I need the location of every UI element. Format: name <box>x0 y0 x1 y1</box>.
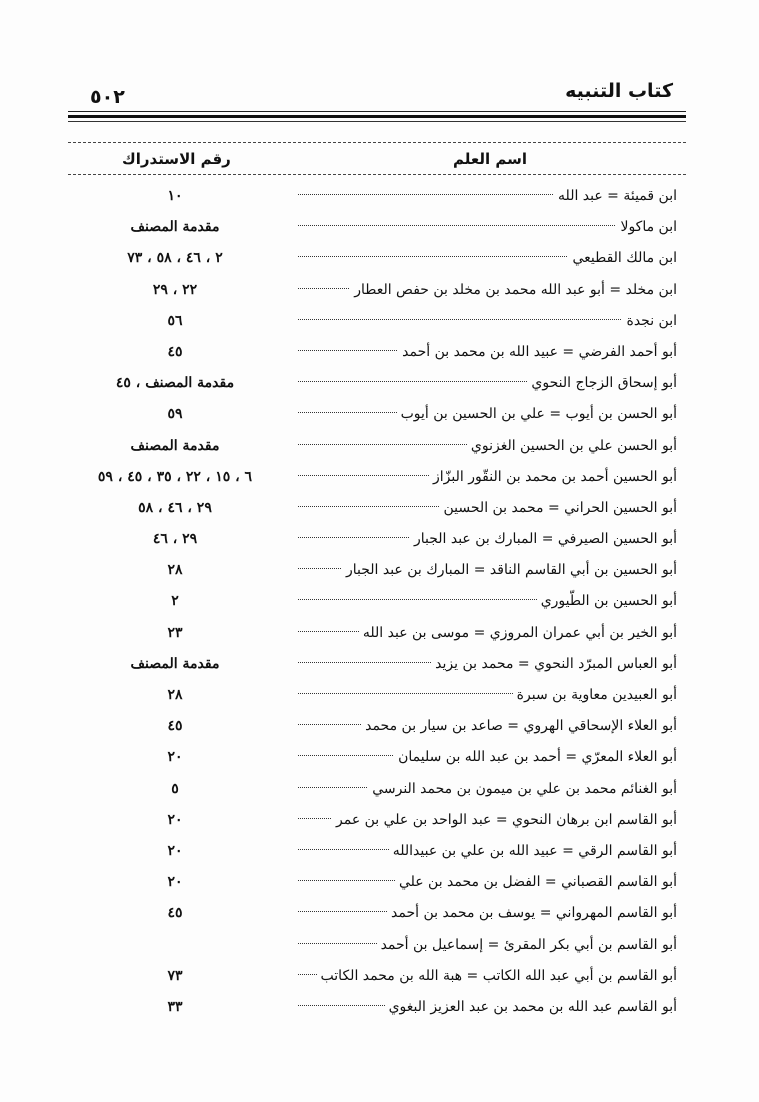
column-header-name: اسم العلم <box>452 150 527 168</box>
table-header-dashed-rule <box>68 174 686 175</box>
index-entry-row <box>0 280 759 311</box>
entry-name: أبو العبيدين معاوية بن سبرة <box>513 687 677 703</box>
page-number: ٥٠٢ <box>90 86 125 108</box>
entry-name: أبو الحسين بن أبي القاسم الناقد = المبارك بن عبد الجبار <box>342 562 677 578</box>
entry-reference: ٢٩ ، ٤٦ <box>152 531 198 548</box>
index-entry-row <box>0 841 759 872</box>
entry-reference: ٢٨ <box>167 687 183 703</box>
entry-reference: ٦ ، ١٥ ، ٢٢ ، ٣٥ ، ٤٥ ، ٥٩ <box>97 468 253 485</box>
entry-name: أبو الحسن علي بن الحسين الغزنوي <box>467 438 677 454</box>
index-entry-row <box>0 498 759 529</box>
index-entry-row <box>0 248 759 279</box>
entry-reference: ٢٠ <box>167 811 183 828</box>
entry-name: أبو القاسم الرقي = عبيد الله بن علي بن عبيدالله <box>389 843 677 859</box>
entry-name: أبو القاسم عبد الله بن محمد بن عبد العزيز البغوي <box>385 999 677 1015</box>
entry-name: أبو القاسم القصباني = الفضل بن محمد بن علي <box>395 874 677 890</box>
index-entry-row <box>0 685 759 716</box>
entry-reference: ١٠ <box>167 188 183 204</box>
entry-name: أبو العلاء المعرّي = أحمد بن عبد الله بن سليمان <box>394 749 677 765</box>
index-entry-row <box>0 747 759 778</box>
entry-reference: ٧٣ <box>167 967 183 984</box>
index-entry-row <box>0 560 759 591</box>
entry-name: أبو إسحاق الزجاج النحوي <box>527 375 677 391</box>
entry-name: أبو أحمد الفرضي = عبيد الله بن محمد بن أحمد <box>398 344 677 360</box>
entry-name: أبو القاسم بن أبي عبد الله الكاتب = هبة الله بن محمد الكاتب <box>317 968 677 984</box>
entry-reference: ٤٥ <box>167 905 183 922</box>
index-entry-row <box>0 966 759 997</box>
running-head-title: كتاب التنبيه <box>565 80 673 102</box>
entry-name: ابن ماكولا <box>616 219 677 235</box>
index-entry-row <box>0 903 759 934</box>
entry-reference: مقدمة المصنف ، ٤٥ <box>115 375 235 392</box>
index-entry-row <box>0 997 759 1028</box>
index-entry-row <box>0 404 759 435</box>
entry-name: ابن مخلد = أبو عبد الله محمد بن مخلد بن حفص العطار <box>350 282 677 298</box>
dot-leader <box>298 319 677 320</box>
entry-name: أبو الغنائم محمد بن علي بن ميمون بن محمد النرسي <box>368 781 677 797</box>
entry-name: أبو الخير بن أبي عمران المروزي = موسى بن عبد الله <box>359 625 677 641</box>
entry-reference: مقدمة المصنف <box>130 219 220 236</box>
index-entry-row <box>0 186 759 217</box>
entry-reference: ٢٠ <box>167 749 183 766</box>
entry-reference: ٢٩ ، ٤٦ ، ٥٨ <box>138 499 212 516</box>
entry-name: أبو الحسين الصيرفي = المبارك بن عبد الجبار <box>410 531 677 547</box>
index-entry-row <box>0 623 759 654</box>
entry-reference: ٥٩ <box>167 406 183 423</box>
entry-reference: مقدمة المصنف <box>130 437 220 454</box>
header-rule-thick <box>68 115 686 118</box>
entry-reference: ٢٠ <box>167 874 183 891</box>
entry-name: أبو القاسم بن أبي بكر المقرئ = إسماعيل بن أحمد <box>377 937 677 953</box>
index-entry-row <box>0 311 759 342</box>
entry-reference: ٤٥ <box>167 718 183 735</box>
entry-name: ابن نجدة <box>622 313 677 329</box>
entry-reference: ٢ ، ٤٦ ، ٥٨ ، ٧٣ <box>127 250 223 267</box>
entry-name: أبو العلاء الإسحاقي الهروي = صاعد بن سيار بن محمد <box>361 718 677 734</box>
entry-reference: ٥ <box>171 780 179 797</box>
index-entry-row <box>0 467 759 498</box>
entry-name: أبو القاسم ابن برهان النحوي = عبد الواحد بن علي بن عمر <box>332 812 677 828</box>
header-rule-thin <box>68 111 686 112</box>
entry-name: أبو القاسم المهرواني = يوسف بن محمد بن أحمد <box>387 905 677 921</box>
index-entry-row <box>0 872 759 903</box>
entry-name: أبو الحسين الحراني = محمد بن الحسين <box>440 500 677 516</box>
entry-reference: ٢٢ ، ٢٩ <box>152 281 198 298</box>
entry-name: أبو الحسين أحمد بن محمد بن النقّور البزّاز <box>429 469 677 485</box>
index-entry-row <box>0 716 759 747</box>
index-entry-row <box>0 654 759 685</box>
index-entry-row <box>0 810 759 841</box>
table-top-dashed-rule <box>68 142 686 143</box>
index-entry-row <box>0 436 759 467</box>
entry-name: ابن قميئة = عبد الله <box>554 188 677 204</box>
entry-reference: ٥٦ <box>167 312 183 329</box>
index-entry-row <box>0 529 759 560</box>
entry-reference: ٢٨ <box>167 562 183 579</box>
entry-reference: ٢٠ <box>167 842 183 859</box>
entry-name: أبو العباس المبرّد النحوي = محمد بن يزيد <box>431 656 677 672</box>
index-entry-row <box>0 373 759 404</box>
header-rule-bottom <box>68 121 686 122</box>
entry-reference: مقدمة المصنف <box>130 655 220 672</box>
index-entry-row <box>0 342 759 373</box>
index-entry-row <box>0 779 759 810</box>
entry-reference: ٢ <box>171 593 179 610</box>
entry-name: أبو الحسين بن الطّيوري <box>537 593 677 609</box>
entry-name: ابن مالك القطيعي <box>568 250 677 266</box>
column-header-reference: رقم الاستدراك <box>122 150 231 168</box>
entry-reference: ٢٣ <box>167 624 183 641</box>
index-entry-row <box>0 935 759 966</box>
entry-name: أبو الحسن بن أيوب = علي بن الحسين بن أيوب <box>397 406 677 422</box>
entry-reference: ٣٣ <box>167 998 183 1015</box>
index-entries <box>0 186 759 1028</box>
index-entry-row <box>0 591 759 622</box>
index-entry-row <box>0 217 759 248</box>
entry-reference: ٤٥ <box>167 343 183 360</box>
